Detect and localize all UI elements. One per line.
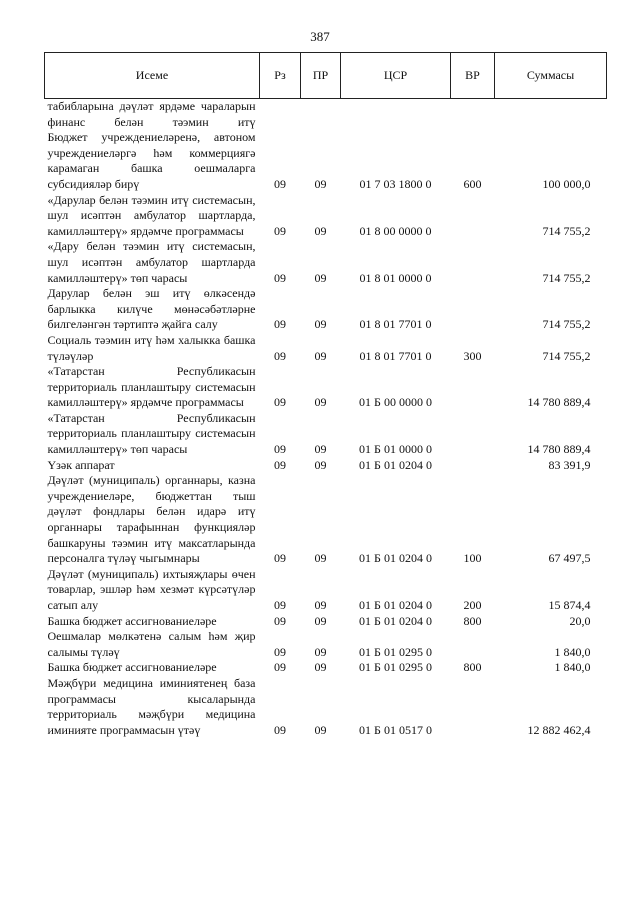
table-row xyxy=(45,99,607,131)
cell-rz: 09 xyxy=(274,348,286,363)
cell-rz: 09 xyxy=(274,551,286,566)
cell-vr xyxy=(451,411,495,458)
cell-name: Дәүләт (муниципаль) ихтыяҗлары өчен товарлар, эшләр һәм хезмәт күрсәтүләр сатып алу xyxy=(47,566,256,612)
cell-rz: 09 xyxy=(274,644,286,659)
cell-name: Бюджет учреждениеләренә, автоном учреждениеләргә һәм коммерциягә карамаган башка оешмаларга субсидияләр бирү xyxy=(47,130,256,191)
cell-sum: 1 840,0 xyxy=(554,660,591,675)
cell-pr: 09 xyxy=(314,176,327,191)
cell-pr: 09 xyxy=(314,348,327,363)
header-sum: Суммасы xyxy=(495,53,607,99)
cell-rz: 09 xyxy=(274,395,286,410)
cell-rz: 09 xyxy=(274,457,286,472)
cell-rz: 09 xyxy=(274,270,286,285)
cell-sum: 12 882 462,4 xyxy=(527,722,591,737)
cell-sum: 714 755,2 xyxy=(542,348,591,363)
cell-rz xyxy=(260,99,301,131)
cell-csr: 01 Б 01 0000 0 xyxy=(359,442,432,457)
cell-sum: 100 000,0 xyxy=(542,176,591,191)
cell-pr: 09 xyxy=(314,270,327,285)
cell-pr: 09 xyxy=(314,613,327,628)
cell-rz: 09 xyxy=(274,176,286,191)
cell-csr: 01 Б 01 0295 0 xyxy=(359,644,432,659)
cell-csr: 01 8 00 0000 0 xyxy=(359,223,432,238)
header-rz: Рз xyxy=(260,53,301,99)
cell-pr: 09 xyxy=(314,457,327,472)
header-csr: ЦСР xyxy=(341,53,451,99)
table-row xyxy=(45,614,607,630)
cell-rz: 09 xyxy=(274,660,286,675)
cell-pr: 09 xyxy=(314,395,327,410)
table-row xyxy=(45,567,607,614)
cell-pr: 09 xyxy=(314,598,327,612)
table-row xyxy=(45,333,607,364)
table-row xyxy=(45,286,607,333)
cell-csr xyxy=(341,99,451,131)
cell-sum: 20,0 xyxy=(569,613,591,628)
cell-name: Оешмалар мөлкәтенә салым һәм җир салымы түләү xyxy=(47,629,256,659)
cell-name: Дарулар белән эш итү өлкәсендә барлыкка килүче мөнәсәбәтләрне билгеләнгән тәртиптә җайга салу xyxy=(47,286,256,332)
cell-vr xyxy=(451,676,495,738)
table-row xyxy=(45,473,607,567)
cell-name: табибларына дәүләт ярдәме чараларын финанс белән тәэмин итү xyxy=(47,99,256,129)
cell-vr xyxy=(451,193,495,240)
cell-sum xyxy=(495,99,607,131)
header-name: Исеме xyxy=(45,53,260,99)
cell-pr: 09 xyxy=(314,223,327,238)
table-header-row xyxy=(45,53,607,99)
cell-rz: 09 xyxy=(274,442,286,457)
cell-vr: 100 xyxy=(463,551,482,566)
cell-pr: 09 xyxy=(314,551,327,566)
cell-vr: 200 xyxy=(463,598,482,612)
cell-pr: 09 xyxy=(314,442,327,457)
table-row xyxy=(45,411,607,458)
table-row xyxy=(45,660,607,676)
cell-csr: 01 Б 01 0204 0 xyxy=(359,551,432,566)
cell-rz: 09 xyxy=(274,613,286,628)
cell-csr: 01 Б 01 0204 0 xyxy=(359,613,432,628)
cell-vr xyxy=(451,458,495,474)
cell-name: Дәүләт (муниципаль) органнары, казна учреждениеләре, бюджеттан тыш дәүләт фондлары белән идарә итү органнары тарафыннан функцияләр башкаруны тәэмин итү максатларында персоналга түләү чыгымнары xyxy=(47,473,256,566)
cell-vr xyxy=(451,629,495,660)
table-row xyxy=(45,676,607,738)
cell-vr xyxy=(451,99,495,131)
table-row xyxy=(45,629,607,660)
cell-pr: 09 xyxy=(314,317,327,332)
cell-csr: 01 Б 01 0204 0 xyxy=(359,598,432,612)
table-row xyxy=(45,458,607,474)
cell-sum: 15 874,4 xyxy=(548,598,591,612)
cell-pr xyxy=(301,99,341,131)
cell-pr: 09 xyxy=(314,660,327,675)
cell-rz: 09 xyxy=(274,223,286,238)
cell-name: Башка бюджет ассигнованиеләре xyxy=(47,613,217,628)
cell-name: Мәҗбүри медицина иминиятенең база программасы кысаларында территориаль мәҗбүри медицина иминияте программасын үтәү xyxy=(47,675,256,737)
header-vr: ВР xyxy=(451,53,495,99)
table-row xyxy=(45,130,607,192)
cell-sum: 14 780 889,4 xyxy=(527,395,591,410)
cell-vr xyxy=(451,286,495,333)
cell-vr: 800 xyxy=(463,613,482,628)
cell-sum: 714 755,2 xyxy=(542,317,591,332)
cell-rz: 09 xyxy=(274,317,286,332)
cell-name: Үзәк аппарат xyxy=(47,457,115,472)
cell-pr: 09 xyxy=(314,722,327,737)
cell-csr: 01 Б 01 0204 0 xyxy=(359,457,432,472)
cell-name: «Дару белән тәэмин итү системасын, шул исәптән амбулатор шартларда камилләштерү» төп чарасы xyxy=(47,239,256,285)
cell-pr: 09 xyxy=(314,644,327,659)
cell-rz: 09 xyxy=(274,722,286,737)
table-row xyxy=(45,193,607,240)
cell-vr: 800 xyxy=(463,660,482,675)
cell-csr: 01 7 03 1800 0 xyxy=(359,176,432,191)
cell-csr: 01 8 01 7701 0 xyxy=(359,348,432,363)
cell-name: Башка бюджет ассигнованиеләре xyxy=(47,660,217,675)
cell-sum: 714 755,2 xyxy=(542,270,591,285)
cell-name: Социаль тәэмин итү һәм халыкка башка түләүләр xyxy=(47,332,256,363)
cell-sum: 83 391,9 xyxy=(548,457,591,472)
cell-sum: 1 840,0 xyxy=(554,644,591,659)
cell-csr: 01 8 01 7701 0 xyxy=(359,317,432,332)
cell-csr: 01 Б 01 0517 0 xyxy=(359,722,432,737)
table-row xyxy=(45,239,607,286)
cell-sum: 714 755,2 xyxy=(542,223,591,238)
cell-sum: 14 780 889,4 xyxy=(527,442,591,457)
header-pr: ПР xyxy=(301,53,341,99)
cell-name: «Татарстан Республикасын территориаль планлаштыру системасын камилләштерү» ярдәмче программасы xyxy=(47,364,256,410)
cell-name: «Дарулар белән тәэмин итү системасын, шул исәптән амбулатор шартларда, камилләштерү» ярдәмче программасы xyxy=(47,192,256,238)
budget-table xyxy=(44,52,607,738)
page-number: 387 xyxy=(310,29,330,44)
cell-vr xyxy=(451,239,495,286)
cell-vr xyxy=(451,364,495,411)
cell-csr: 01 Б 01 0295 0 xyxy=(359,660,432,675)
cell-csr: 01 8 01 0000 0 xyxy=(359,270,432,285)
cell-csr: 01 Б 00 0000 0 xyxy=(359,395,432,410)
cell-rz: 09 xyxy=(274,598,286,612)
cell-name: «Татарстан Республикасын территориаль планлаштыру системасын камилләштерү» төп чарасы xyxy=(47,410,256,457)
cell-vr: 300 xyxy=(463,348,482,363)
cell-vr: 600 xyxy=(463,176,482,191)
cell-sum: 67 497,5 xyxy=(548,551,591,566)
table-row xyxy=(45,364,607,411)
